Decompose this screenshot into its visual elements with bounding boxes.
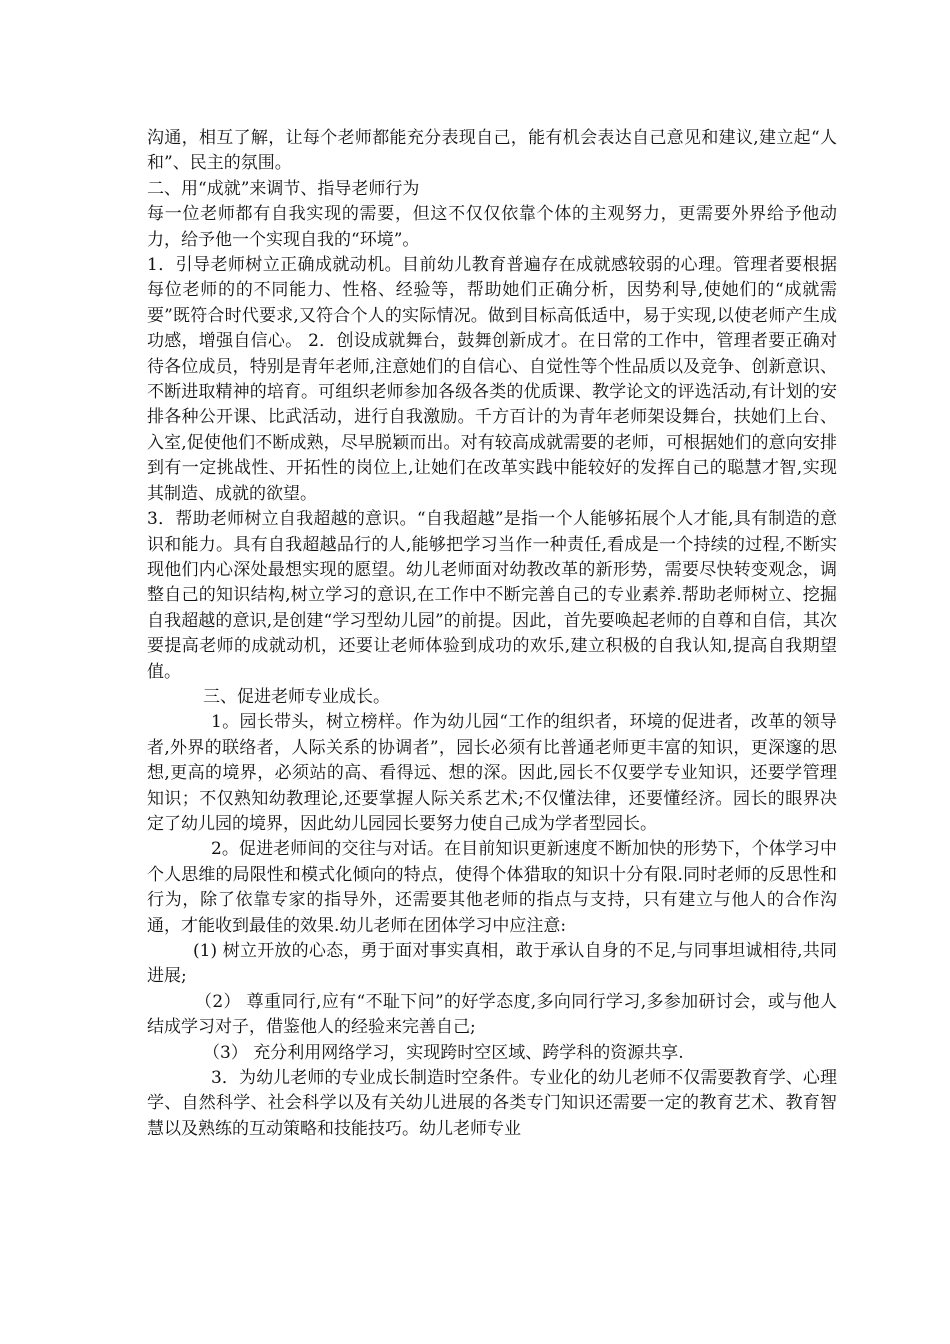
paragraph-7: 1。园长带头，树立榜样。作为幼儿园“工作的组织者，环境的促进者，改革的领导者,外界的联络者，人际关系的协调者”，园长必须有比普通老师更丰富的知识，更深邃的思想,更高的境界，必须站的高、看得远、想的深。因此,园长不仅要学专业知识，还要学管理知识；不仅熟知幼教理论,还要掌握人际关系艺术;不仅懂法律，还要懂经济。园长的眼界决定了幼儿园的境界，因此幼儿园园长要努力使自己成为学者型园长。	[147, 712, 837, 834]
section-heading-3: 三、促进老师专业成长。	[203, 686, 390, 707]
paragraph-5: 3．帮助老师树立自我超越的意识。“自我超越”是指一个人能够拓展个人才能,具有制造的意识和能力。具有自我超越品行的人,能够把学习当作一种责任,看成是一个持续的过程,不断实现他们内心深处最想实现的愿望。幼儿老师面对幼教改革的新形势，需要尽快转变观念，调整自己的知识结构,树立学习的意识,在工作中不断完善自己的专业素养.帮助老师树立、挖掘自我超越的意识,是创建“学习型幼儿园”的前提。因此，首先要唤起老师的自尊和自信，其次要提高老师的成就动机，还要让老师体验到成功的欢乐,建立积极的自我认知,提高自我期望值。	[147, 509, 837, 682]
paragraph-8: 2。促进老师间的交往与对话。在目前知识更新速度不断加快的形势下，个体学习中个人思维的局限性和模式化倾向的特点，使得个体猎取的知识十分有限.同时老师的反思性和行为，除了依靠专家的指导外，还需要其他老师的指点与支持，只有建立与他人的合作沟通，才能收到最佳的效果.幼儿老师在团体学习中应注意:	[147, 839, 837, 936]
paragraph-4: 1．引导老师树立正确成就动机。目前幼儿教育普遍存在成就感较弱的心理。管理者要根据每位老师的的不同能力、性格、经验等，帮助她们正确分析，因势利导,使她们的“成就需要”既符合时代要求,又符合个人的实际情况。做到目标高低适中，易于实现,以使老师产生成功感，增强自信心。 2．创设成就舞台，鼓舞创新成才。在日常的工作中，管理者要正确对待各位成员，特别是青年老师,注意她们的自信心、自觉性等个性品质以及竞争、创新意识、不断进取精神的培育。可组织老师参加各级各类的优质课、教学论文的评选活动,有计划的安排各种公开课、比武活动，进行自我激励。千方百计的为青年老师架设舞台，扶她们上台、入室,促使他们不断成熟，尽早脱颖而出。对有较高成就需要的老师，可根据她们的意向安排到有一定挑战性、开拓性的岗位上,让她们在改革实践中能较好的发挥自己的聪慧才智,实现其制造、成就的欲望。	[147, 255, 837, 504]
section-heading-2: 二、用“成就”来调节、指导老师行为	[147, 178, 420, 199]
list-item-1: (1) 树立开放的心态，勇于面对事实真相，敢于承认自身的不足,与同事坦诚相待,共同进展;	[147, 941, 837, 987]
paragraph-1: 沟通，相互了解，让每个老师都能充分表现自己，能有机会表达自己意见和建议,建立起“人和”、民主的氛围。	[147, 128, 837, 174]
paragraph-12: 3．为幼儿老师的专业成长制造时空条件。专业化的幼儿老师不仅需要教育学、心理学、自然科学、社会科学以及有关幼儿进展的各类专门知识还需要一定的教育艺术、教育智慧以及熟练的互动策略和技能技巧。幼儿老师专业	[147, 1068, 837, 1139]
document-body	[147, 126, 837, 1142]
paragraph-3: 每一位老师都有自我实现的需要，但这不仅仅依靠个体的主观努力，更需要外界给予他动力，给予他一个实现自我的“环境”。	[147, 204, 837, 250]
list-item-2: （2） 尊重同行,应有“不耻下问”的好学态度,多向同行学习,多参加研讨会，或与他人结成学习对子，借鉴他人的经验来完善自己;	[147, 991, 837, 1038]
list-item-3: （3） 充分利用网络学习，实现跨时空区域、跨学科的资源共享.	[203, 1042, 684, 1063]
